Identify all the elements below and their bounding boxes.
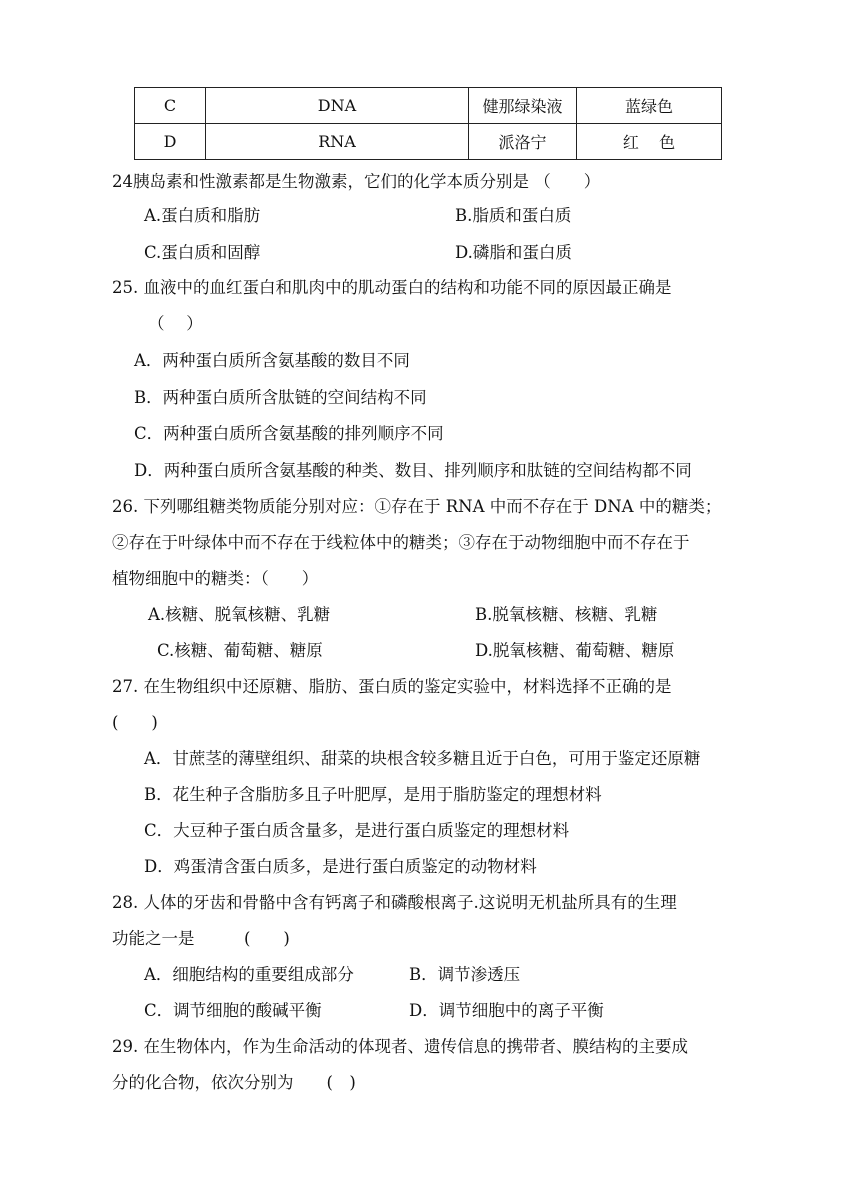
color-cell: 蓝绿色: [577, 88, 722, 124]
q26-stem: 26. 下列哪组糖类物质能分别对应：①存在于 RNA 中而不存在于 DNA 中的糖类；: [112, 497, 722, 516]
q24-option-b: B.脂质和蛋白质: [455, 206, 572, 225]
q26-stem-line3: 植物细胞中的糖类：（ ）: [112, 569, 319, 588]
q26-option-b: B.脱氧核糖、核糖、乳糖: [475, 605, 658, 624]
row-label: C: [135, 88, 206, 124]
q27-stem: 27. 在生物组织中还原糖、脂肪、蛋白质的鉴定实验中，材料选择不正确的是: [112, 677, 672, 696]
q29-stem: 29. 在生物体内，作为生命活动的体现者、遗传信息的携带者、膜结构的主要成: [112, 1037, 688, 1056]
table-row: [135, 124, 722, 160]
q25-option-d: D．两种蛋白质所含氨基酸的种类、数目、排列顺序和肽链的空间结构都不同: [134, 461, 692, 480]
q24-stem: 24胰岛素和性激素都是生物激素，它们的化学本质分别是 （ ）: [112, 172, 601, 191]
q29-stem-line2: 分的化合物，依次分别为 ( ): [112, 1073, 356, 1092]
q25-stem-paren: （ ）: [148, 314, 203, 333]
q28-option-c: C．调节细胞的酸碱平衡: [144, 1001, 322, 1020]
reagent-table: [134, 87, 722, 160]
q26-stem-line2: ②存在于叶绿体中而不存在于线粒体中的糖类；③存在于动物细胞中而不存在于: [112, 533, 690, 552]
q24-option-d: D.磷脂和蛋白质: [455, 243, 572, 262]
q25-option-b: B．两种蛋白质所含肽链的空间结构不同: [134, 388, 427, 407]
color-cell: 红 色: [577, 124, 722, 160]
q26-option-d: D.脱氧核糖、葡萄糖、糖原: [475, 641, 675, 660]
material-cell: DNA: [206, 88, 469, 124]
q27-option-b: B．花生种子含脂肪多且子叶肥厚，是用于脂肪鉴定的理想材料: [144, 785, 602, 804]
q25-option-c: C．两种蛋白质所含氨基酸的排列顺序不同: [134, 424, 444, 443]
q27-option-d: D．鸡蛋清含蛋白质多，是进行蛋白质鉴定的动物材料: [144, 857, 537, 876]
reagent-cell: 派洛宁: [469, 124, 577, 160]
material-cell: RNA: [206, 124, 469, 160]
q28-stem-line2: 功能之一是 ( ): [112, 929, 290, 948]
q26-option-c: C.核糖、葡萄糖、糖原: [157, 641, 323, 660]
q25-option-a: A．两种蛋白质所含氨基酸的数目不同: [134, 351, 410, 370]
q26-option-a: A.核糖、脱氧核糖、乳糖: [148, 605, 331, 624]
q25-stem: 25. 血液中的血红蛋白和肌肉中的肌动蛋白的结构和功能不同的原因最正确是: [112, 278, 672, 297]
q28-stem: 28. 人体的牙齿和骨骼中含有钙离子和磷酸根离子.这说明无机盐所具有的生理: [112, 893, 677, 912]
q28-option-d: D．调节细胞中的离子平衡: [409, 1001, 604, 1020]
row-label: D: [135, 124, 206, 160]
table-row: [135, 88, 722, 124]
q27-option-c: C．大豆种子蛋白质含量多，是进行蛋白质鉴定的理想材料: [144, 821, 570, 840]
q27-stem-paren: ( ): [112, 713, 158, 732]
q27-option-a: A．甘蔗茎的薄壁组织、甜菜的块根含较多糖且近于白色，可用于鉴定还原糖: [144, 749, 701, 768]
q28-option-a: A．细胞结构的重要组成部分: [144, 965, 354, 984]
q28-option-b: B．调节渗透压: [409, 965, 521, 984]
reagent-cell: 健那绿染液: [469, 88, 577, 124]
q24-option-a: A.蛋白质和脂肪: [144, 206, 261, 225]
q24-option-c: C.蛋白质和固醇: [144, 243, 261, 262]
